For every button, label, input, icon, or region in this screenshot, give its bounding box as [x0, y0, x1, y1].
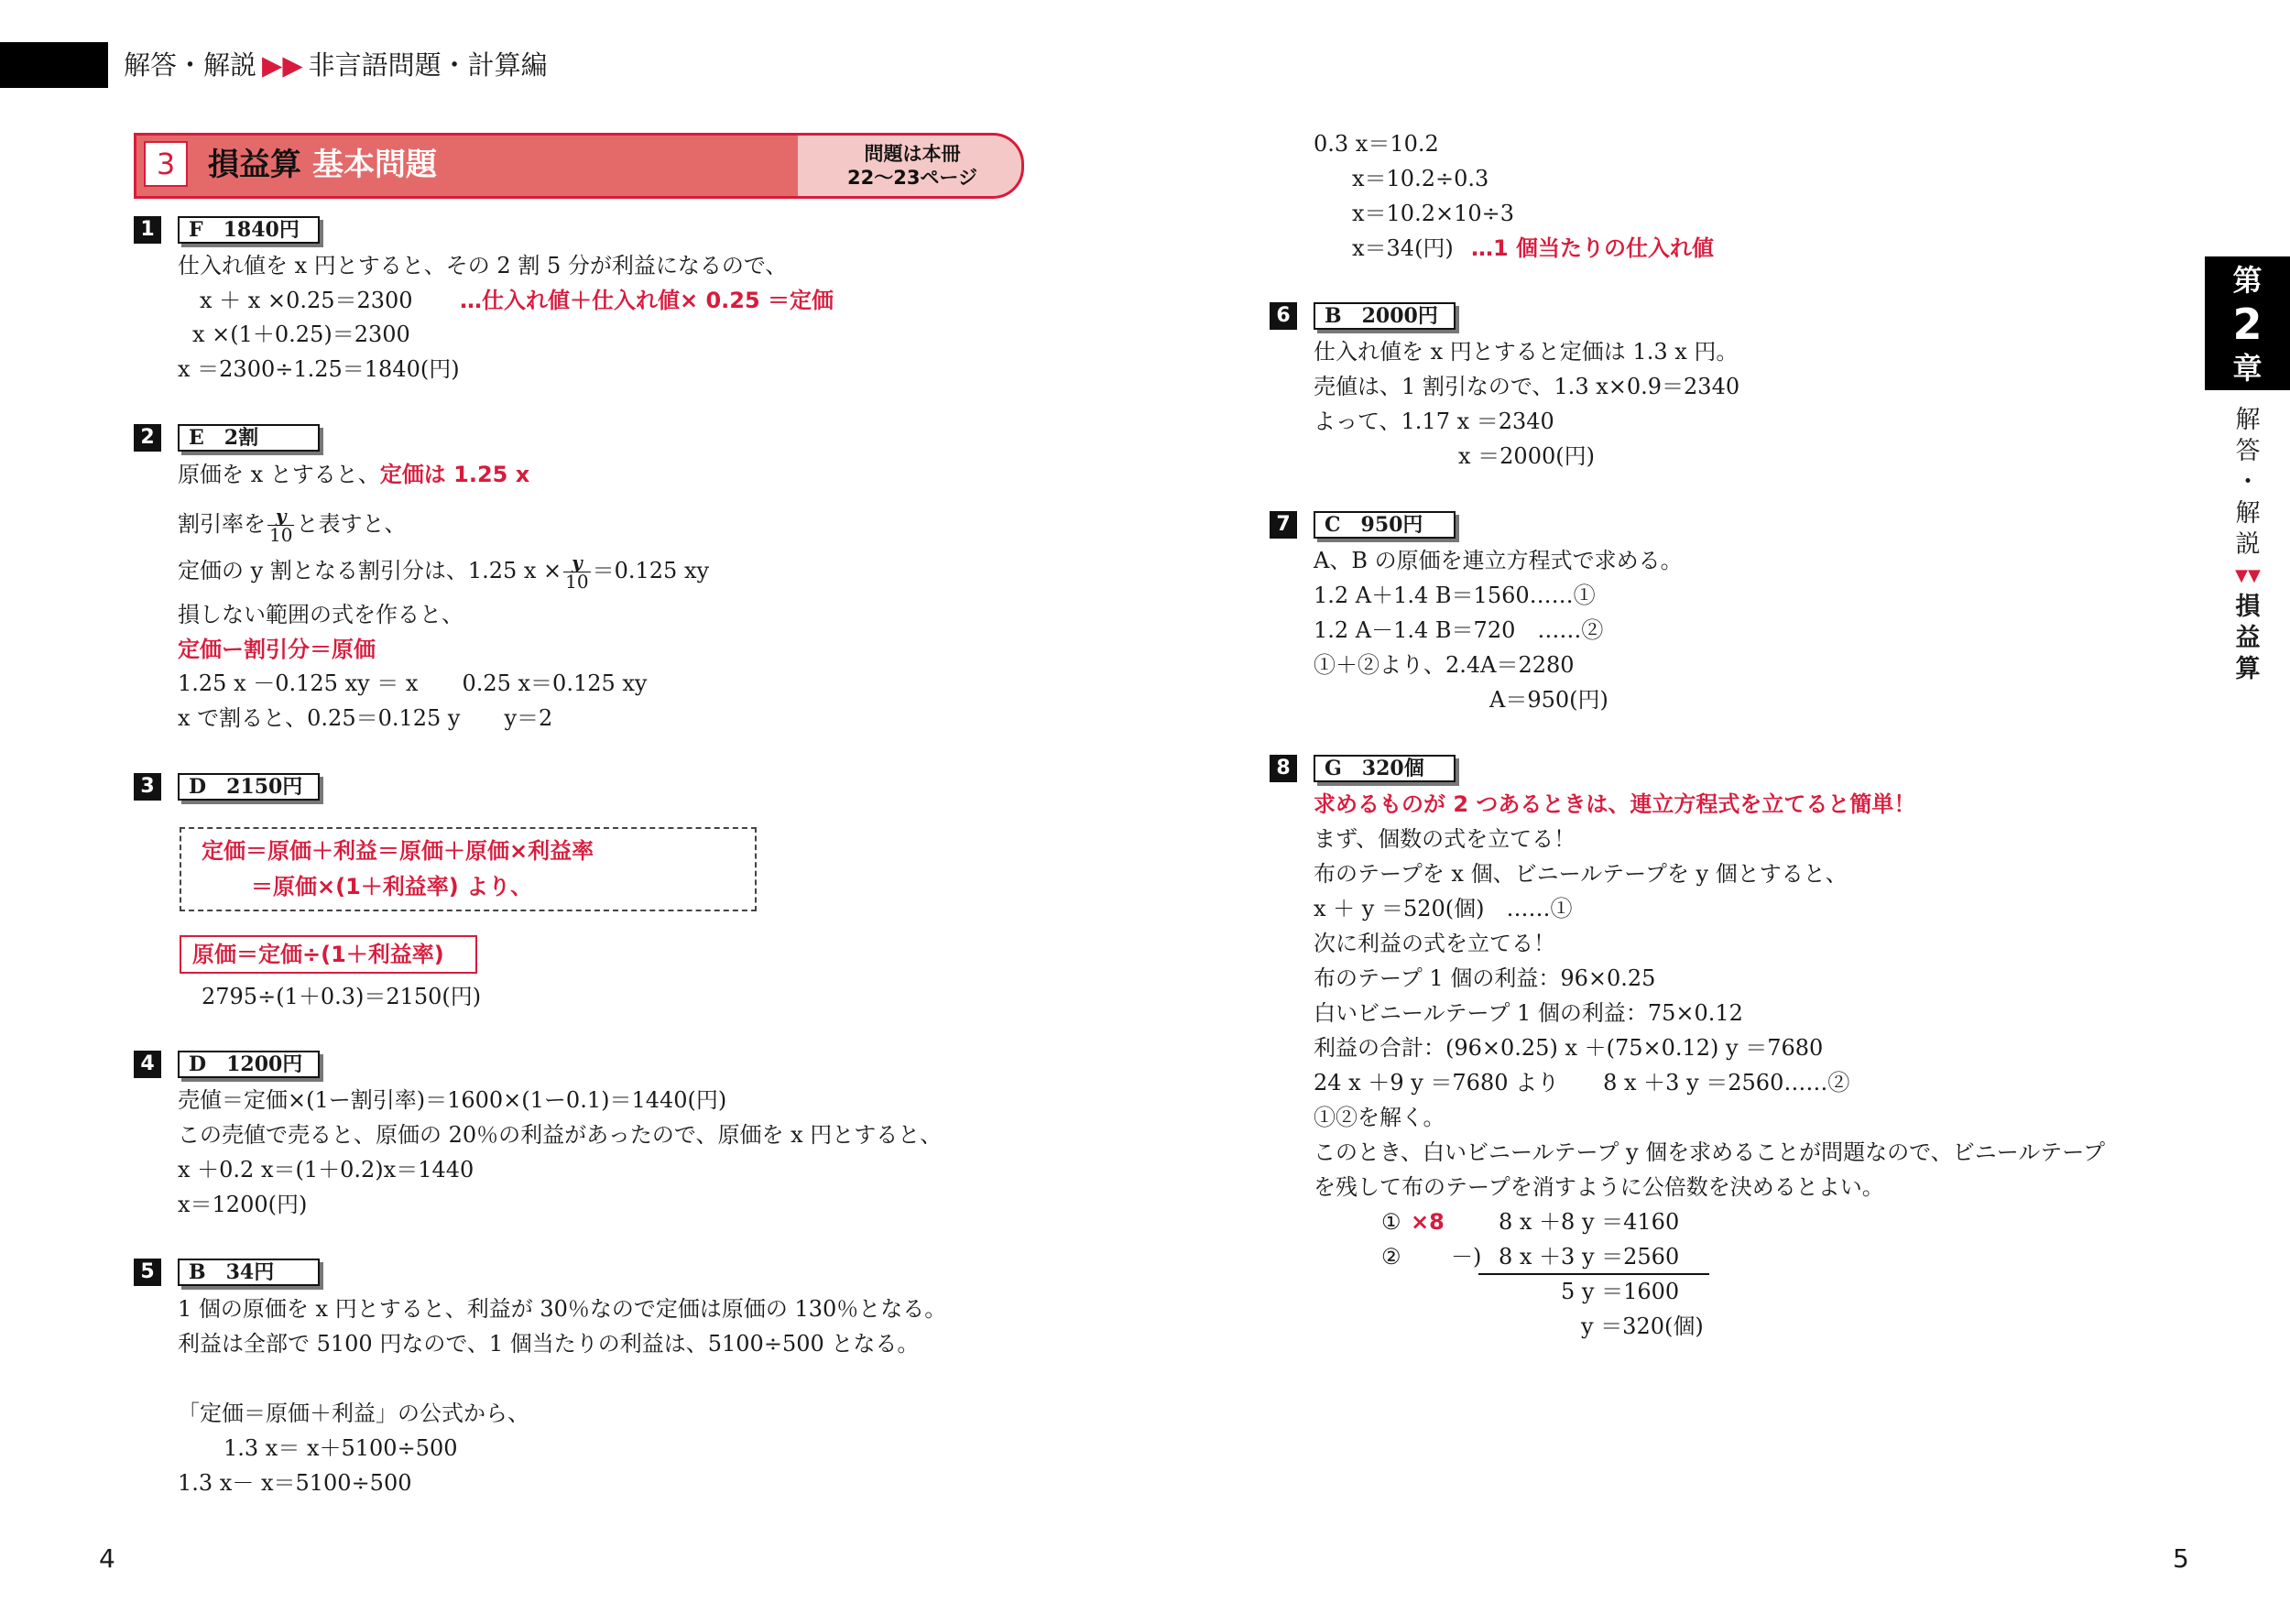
q2-text: ＝0.125 xy	[592, 558, 710, 583]
q2-line-4: 損しない範囲の式を作ると、	[178, 602, 463, 627]
q2-text: と表すと、	[296, 511, 407, 537]
q1-line: x ＝2300÷1.25＝1840(円)	[178, 356, 460, 382]
q2-line-7: x で割ると、0.25＝0.125 y y＝2	[178, 705, 553, 731]
chapter-tab	[2205, 256, 2290, 390]
question-number-1: 1	[134, 216, 161, 244]
question-number-2: 2	[134, 424, 161, 452]
q7-line: 1.2 A＋1.4 B＝1560……①	[1314, 583, 1596, 608]
q4-line: x＝1200(円)	[178, 1192, 308, 1217]
q8-line: ①②を解く。	[1314, 1105, 1445, 1130]
answer-box-5: B 34円	[178, 1259, 320, 1286]
q8-line: このとき、白いビニールテープ y 個を求めることが問題なので、ビニールテープ	[1314, 1139, 2106, 1165]
side-char: 答	[2235, 437, 2261, 465]
side-char: 損	[2235, 593, 2261, 621]
q6-line: 売値は、1 割引なので、1.3 x×0.9＝2340	[1314, 374, 1740, 399]
section-number: 3	[144, 141, 188, 187]
answer-box-8: G 320個	[1314, 755, 1456, 782]
calc-minus: －)	[1451, 1244, 1482, 1270]
numerator: y	[267, 507, 294, 526]
page-ref-line2: 22〜23ページ	[846, 167, 978, 189]
q8-line: 布のテープを x 個、ビニールテープを y 個とすると、	[1314, 861, 1848, 887]
calc-label: ②	[1381, 1244, 1401, 1270]
q3-key-formula: 原価＝定価÷(1＋利益率)	[192, 942, 444, 967]
q2-text: 割引率を	[178, 511, 266, 537]
q6-line: x ＝2000(円)	[1458, 443, 1595, 469]
question-number-5: 5	[134, 1259, 161, 1286]
q5-line: 1 個の原価を x 円とすると、利益が 30％なので定価は原価の 130％となる。	[178, 1296, 947, 1322]
section-subtitle: 基本問題	[312, 147, 437, 183]
side-char: 解	[2235, 406, 2261, 434]
q2-formula: 定価ー割引分＝原価	[178, 637, 376, 662]
q7-line: ①＋②より、2.4A＝2280	[1314, 652, 1575, 678]
q5-line: x＝34(円)	[1352, 235, 1454, 261]
q5-line: x＝10.2×10÷3	[1352, 201, 1514, 226]
q2-line-1	[178, 461, 529, 488]
side-char: 益	[2235, 624, 2261, 652]
q2-line-2	[178, 501, 406, 547]
answer-box-6: B 2000円	[1314, 302, 1456, 330]
side-char: 解	[2235, 499, 2261, 528]
q6-line: 仕入れ値を x 円とすると定価は 1.3 x 円。	[1314, 339, 1739, 365]
breadcrumb-part2: 非言語問題・計算編	[308, 49, 548, 81]
q1-line: 仕入れ値を x 円とすると、その 2 割 5 分が利益になるので、	[178, 253, 788, 278]
q1-line: x ＋ x ×0.25＝2300	[200, 288, 413, 313]
section-title	[208, 145, 437, 185]
q2-line-3	[178, 548, 709, 594]
q5-line: 0.3 x＝10.2	[1314, 131, 1439, 157]
q3-calc: 2795÷(1＋0.3)＝2150(円)	[202, 984, 482, 1009]
q5-line: 利益は全部で 5100 円なので、1 個当たりの利益は、5100÷500 となる。	[178, 1331, 920, 1357]
q8-line: 白いビニールテープ 1 個の利益：75×0.12	[1314, 1000, 1743, 1026]
header-black-bar	[0, 42, 108, 88]
page-ref-line1: 問題は本冊	[864, 143, 961, 165]
q7-line: A、B の原価を連立方程式で求める。	[1314, 548, 1683, 573]
q1-line: x ×(1＋0.25)＝2300	[192, 322, 410, 347]
calc-line: 8 x ＋8 y ＝4160	[1499, 1209, 1680, 1235]
section-title-main: 損益算	[208, 147, 301, 183]
question-number-3: 3	[134, 773, 161, 801]
q3-box-line: 定価＝原価＋利益＝原価＋原価×利益率	[202, 838, 594, 864]
calc-label: ①	[1381, 1209, 1401, 1235]
denominator: 10	[269, 524, 293, 546]
q4-line: x ＋0.2 x＝(1＋0.2)x＝1440	[178, 1157, 474, 1183]
q2-highlight: 定価は 1.25 x	[379, 462, 530, 487]
page-number-right: 5	[2173, 1543, 2189, 1574]
calc-line: 8 x ＋3 y ＝2560	[1499, 1244, 1680, 1270]
calc-result: y ＝320(個)	[1581, 1313, 1704, 1339]
denominator: 10	[565, 571, 589, 593]
side-char: 説	[2235, 530, 2261, 559]
double-arrow-icon: ▶▶	[262, 49, 303, 81]
question-number-6: 6	[1270, 302, 1297, 330]
q5-line: 「定価＝原価＋利益」の公式から、	[178, 1401, 529, 1426]
side-char: ・	[2235, 468, 2261, 496]
q3-box-line: ＝原価×(1＋利益率) より、	[251, 874, 533, 899]
question-number-8: 8	[1270, 755, 1297, 782]
q7-line: 1.2 A－1.4 B＝720 ……②	[1314, 617, 1604, 643]
q5-line: 1.3 x－ x＝5100÷500	[178, 1470, 412, 1496]
answer-box-3: D 2150円	[178, 773, 320, 801]
calc-line: 5 y ＝1600	[1561, 1279, 1680, 1304]
section-page-ref	[798, 136, 1024, 196]
numerator: y	[563, 553, 590, 572]
q6-line: よって、1.17 x ＝2340	[1314, 409, 1554, 434]
q5-line: x＝10.2÷0.3	[1352, 166, 1489, 191]
q2-text: 定価の y 割となる割引分は、1.25 x ×	[178, 558, 562, 583]
side-vertical-label	[2228, 405, 2268, 685]
question-number-7: 7	[1270, 511, 1297, 539]
q8-tip: 求めるものが 2 つあるときは、連立方程式を立てると簡単！	[1314, 791, 1916, 817]
q4-line: この売値で売ると、原価の 20％の利益があったので、原価を x 円とすると、	[178, 1122, 943, 1148]
q8-line: 利益の合計：(96×0.25) x ＋(75×0.12) y ＝7680	[1314, 1035, 1824, 1061]
q7-line: A＝950(円)	[1489, 687, 1608, 713]
q8-line: 次に利益の式を立てる！	[1314, 931, 1555, 956]
chapter-char: 第	[2232, 263, 2263, 298]
question-number-4: 4	[134, 1051, 161, 1078]
q2-text: 原価を x とすると、	[178, 462, 380, 487]
answer-box-1: F 1840円	[178, 216, 320, 244]
fraction	[563, 553, 590, 591]
q8-line: 布のテープ 1 個の利益：96×0.25	[1314, 965, 1656, 991]
q8-line: 24 x ＋9 y ＝7680 より 8 x ＋3 y ＝2560……②	[1314, 1070, 1850, 1095]
chapter-number: 2	[2232, 300, 2263, 349]
q5-line: 1.3 x＝ x＋5100÷500	[224, 1435, 458, 1461]
side-char: 算	[2235, 655, 2261, 683]
down-arrow-icon: ▼▼	[2235, 566, 2261, 585]
answer-box-4: D 1200円	[178, 1051, 320, 1078]
q2-line-6: 1.25 x －0.125 xy ＝ x 0.25 x＝0.125 xy	[178, 670, 648, 696]
q5-note: …1 個当たりの仕入れ値	[1471, 235, 1715, 261]
answer-box-7: C 950円	[1314, 511, 1456, 539]
breadcrumb-part1: 解答・解説	[124, 49, 257, 81]
calc-multiplier: ×8	[1411, 1209, 1445, 1235]
q8-line: を残して布のテープを消すように公倍数を決めるとよい。	[1314, 1174, 1884, 1200]
q8-line: まず、個数の式を立てる！	[1314, 826, 1576, 852]
breadcrumb	[124, 48, 548, 82]
chapter-char: 章	[2232, 351, 2263, 386]
answer-box-2: E 2割	[178, 424, 320, 452]
page-number-left: 4	[99, 1543, 115, 1574]
subtraction-rule	[1478, 1273, 1709, 1275]
q1-note: …仕入れ値＋仕入れ値× 0.25 ＝定価	[460, 288, 834, 313]
q4-line: 売値＝定価×(1ー割引率)＝1600×(1ー0.1)＝1440(円)	[178, 1087, 727, 1113]
fraction	[267, 507, 294, 544]
q8-line: x ＋ y ＝520(個) ……①	[1314, 896, 1573, 921]
section-banner	[134, 133, 1024, 199]
